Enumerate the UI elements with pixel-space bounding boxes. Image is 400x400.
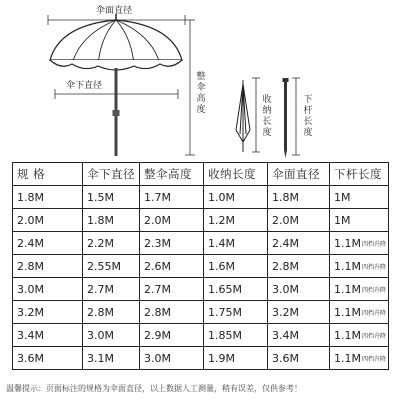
cell-height: 2.3M xyxy=(140,232,204,255)
lower-pole xyxy=(283,78,289,158)
cell-pole xyxy=(330,255,389,278)
folded-length-dimension-line xyxy=(252,78,260,152)
pole-note: 四挡升降 xyxy=(361,310,386,317)
umbrella-canopy xyxy=(50,20,182,60)
cell-lower-diameter: 1.8M xyxy=(83,209,140,232)
table-row xyxy=(13,186,389,209)
pole-note: 四挡升降 xyxy=(361,356,386,363)
cell-lower-diameter: 2.8M xyxy=(83,301,140,324)
cell-folded: 1.65M xyxy=(204,278,268,301)
cell-spec: 1.8M xyxy=(13,186,83,209)
header-canopy-diameter: 伞面直径 xyxy=(268,163,330,186)
pole-length: 1.1M xyxy=(334,328,361,342)
cell-height: 2.7M xyxy=(140,278,204,301)
footer-note: 温馨提示：页面标注的规格为伞面直径，以上数据人工测量，稍有误差，仅供参考！ xyxy=(6,384,302,393)
table-header-row xyxy=(13,163,389,186)
cell-spec: 2.4M xyxy=(13,232,83,255)
pole-length: 1.1M xyxy=(334,236,361,250)
pole-joint xyxy=(113,110,120,116)
pole-note: 四挡升降 xyxy=(361,287,386,294)
lower-pole-length-label: 下杆长度 xyxy=(303,95,313,138)
pole-length: 1M xyxy=(334,190,351,204)
pole-length: 1M xyxy=(334,213,351,227)
cell-lower-diameter: 3.0M xyxy=(83,324,140,347)
lower-pole-dimension-line xyxy=(292,78,300,155)
pole-length: 1.1M xyxy=(334,351,361,365)
cell-lower-diameter: 2.7M xyxy=(83,278,140,301)
cell-folded: 1.6M xyxy=(204,255,268,278)
cell-canopy: 2.8M xyxy=(268,255,330,278)
cell-pole xyxy=(330,301,389,324)
cell-height: 2.8M xyxy=(140,301,204,324)
header-lower-diameter: 伞下直径 xyxy=(83,163,140,186)
folded-umbrella xyxy=(236,80,250,152)
cell-folded: 1.85M xyxy=(204,324,268,347)
table-row xyxy=(13,232,389,255)
cell-folded: 1.0M xyxy=(204,186,268,209)
umbrella-dimension-diagram xyxy=(0,0,400,160)
pole-length: 1.1M xyxy=(334,282,361,296)
cell-pole xyxy=(330,209,389,232)
cell-spec: 3.2M xyxy=(13,301,83,324)
cell-spec: 3.4M xyxy=(13,324,83,347)
cell-pole xyxy=(330,232,389,255)
cell-folded: 1.4M xyxy=(204,232,268,255)
cell-height: 1.7M xyxy=(140,186,204,209)
cell-canopy: 3.2M xyxy=(268,301,330,324)
cell-spec: 2.8M xyxy=(13,255,83,278)
lower-diameter-label: 伞下直径 xyxy=(66,81,103,91)
table-row xyxy=(13,347,389,370)
cell-canopy: 2.0M xyxy=(268,209,330,232)
header-spec: 规 格 xyxy=(13,163,83,186)
table-row xyxy=(13,255,389,278)
total-height-dimension-line xyxy=(185,20,195,155)
cell-height: 3.0M xyxy=(140,347,204,370)
cell-folded: 1.2M xyxy=(204,209,268,232)
cell-canopy: 2.4M xyxy=(268,232,330,255)
cell-pole xyxy=(330,186,389,209)
cell-pole xyxy=(330,278,389,301)
total-height-label: 整伞高度 xyxy=(196,72,206,115)
canopy-diameter-label: 伞面直径 xyxy=(96,6,133,16)
cell-spec: 2.0M xyxy=(13,209,83,232)
cell-spec: 3.6M xyxy=(13,347,83,370)
cell-pole xyxy=(330,324,389,347)
table-row xyxy=(13,209,389,232)
cell-folded: 1.75M xyxy=(204,301,268,324)
header-folded-length: 收纳长度 xyxy=(204,163,268,186)
cell-lower-diameter: 3.1M xyxy=(83,347,140,370)
cell-height: 2.0M xyxy=(140,209,204,232)
cell-folded: 1.9M xyxy=(204,347,268,370)
table-row xyxy=(13,301,389,324)
folded-length-label: 收纳长度 xyxy=(262,95,272,138)
cell-height: 2.6M xyxy=(140,255,204,278)
pole-note: 四挡升降 xyxy=(361,333,386,340)
cell-lower-diameter: 2.55M xyxy=(83,255,140,278)
pole-note: 四挡升降 xyxy=(361,241,386,248)
cell-canopy: 3.6M xyxy=(268,347,330,370)
table-row xyxy=(13,278,389,301)
cell-canopy: 3.0M xyxy=(268,278,330,301)
specification-table xyxy=(12,162,389,370)
cell-canopy: 1.8M xyxy=(268,186,330,209)
cell-lower-diameter: 2.2M xyxy=(83,232,140,255)
pole-length: 1.1M xyxy=(334,259,361,273)
cell-spec: 3.0M xyxy=(13,278,83,301)
header-total-height: 整伞高度 xyxy=(140,163,204,186)
table-row xyxy=(13,324,389,347)
header-lower-pole-length: 下杆长度 xyxy=(330,163,389,186)
cell-pole xyxy=(330,347,389,370)
cell-height: 2.9M xyxy=(140,324,204,347)
cell-canopy: 3.4M xyxy=(268,324,330,347)
pole-length: 1.1M xyxy=(334,305,361,319)
pole-note: 四挡升降 xyxy=(361,264,386,271)
cell-lower-diameter: 1.5M xyxy=(83,186,140,209)
